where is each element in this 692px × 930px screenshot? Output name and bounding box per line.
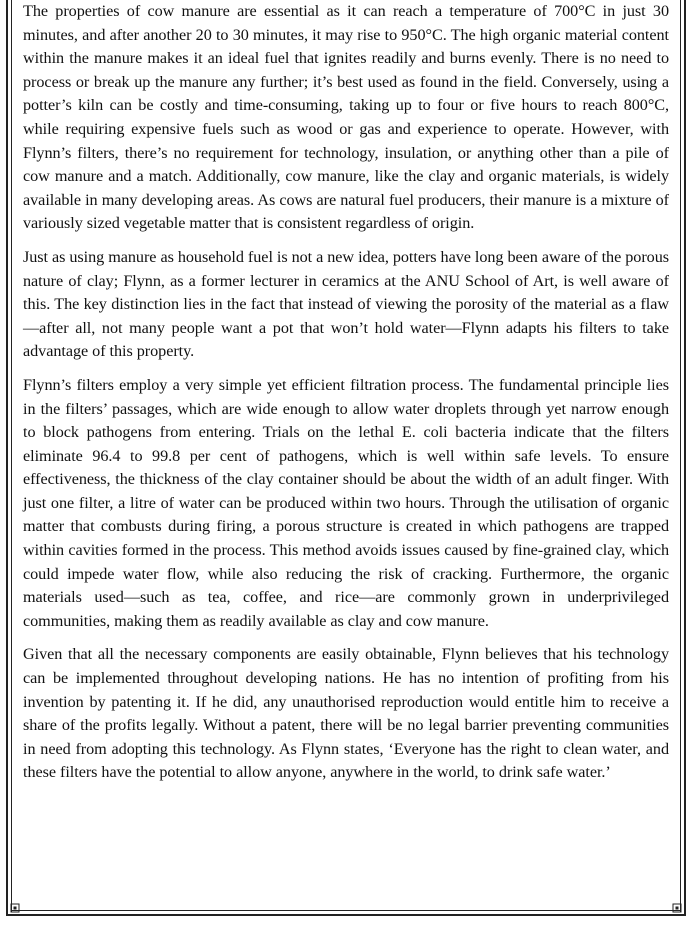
right-border-outer — [684, 0, 686, 916]
paragraph-cow-manure: The properties of cow manure are essential as it can reach a temperature of 700°C in just 30 minutes, and after another 20 to 30 minutes, it may rise to 950°C. The high organic material content within the manure makes it an ideal fuel that ignites readily and burns evenly. There is no need to process or break up the manure any further; it’s best used as found in the field. Conversely, using a potter’s kiln can be costly and time-consuming, taking up to four or five hours to reach 800°C, while requiring expensive fuels such as wood or gas and experience to operate. However, with Flynn’s filters, there’s no requirement for technology, insulation, or anything other than a pile of cow manure and a match. Additionally, cow manure, like the clay and organic materials, is widely available in many developing areas. As cows are natural fuel producers, their manure is a mixture of variously sized vegetable matter that is consistent regardless of origin. — [23, 2, 669, 233]
right-border-inner — [680, 0, 681, 912]
left-border-inner — [11, 0, 12, 912]
document-body — [23, 0, 669, 795]
corner-ornament-left-icon — [10, 903, 20, 913]
corner-ornament-right-icon — [672, 903, 682, 913]
bottom-border-outer — [6, 914, 686, 916]
paragraph-filtration-process: Flynn’s filters employ a very simple yet efficient filtration process. The fundamental principle lies in the filters’ passages, which are wide enough to allow water droplets through yet narrow enough to block pathogens from entering. Trials on the lethal E. coli bacteria indicate that the filters eliminate 96.4 to 99.8 per cent of pathogens, which is well within safe levels. To ensure effectiveness, the thickness of the clay container should be about the width of an adult finger. With just one filter, a litre of water can be produced within two hours. Through the utilisation of organic matter that combusts during firing, a porous structure is created in which pathogens are trapped within cavities formed in the process. This method avoids issues caused by fine-grained clay, which could impede water flow, while also reducing the risk of cracking. Furthermore, the organic materials used—such as tea, coffee, and rice—are commonly grown in underprivileged communities, making them as readily available as clay and cow manure. — [23, 375, 669, 630]
bottom-border-inner — [11, 910, 681, 911]
paragraph-no-patent: Given that all the necessary components are easily obtainable, Flynn believes that his technology can be implemented throughout developing nations. He has no intention of profiting from his invention by patenting it. If he did, any unauthorised reproduction would entitle him to receive a share of the profits legally. Without a patent, there will be no legal barrier preventing communities in need from adopting this technology. As Flynn states, ‘Everyone has the right to clean water, and these filters have the potential to allow anyone, anywhere in the world, to drink safe water.’ — [23, 645, 669, 782]
left-border-outer — [6, 0, 8, 916]
paragraph-porous-clay: Just as using manure as household fuel is not a new idea, potters have long been aware of the porous nature of clay; Flynn, as a former lecturer in ceramics at the ANU School of Art, is well aware of this. The key distinction lies in the fact that instead of viewing the porosity of the material as a flaw—after all, not many people want a pot that won’t hold water—Flynn adapts his filters to take advantage of this property. — [23, 247, 669, 361]
